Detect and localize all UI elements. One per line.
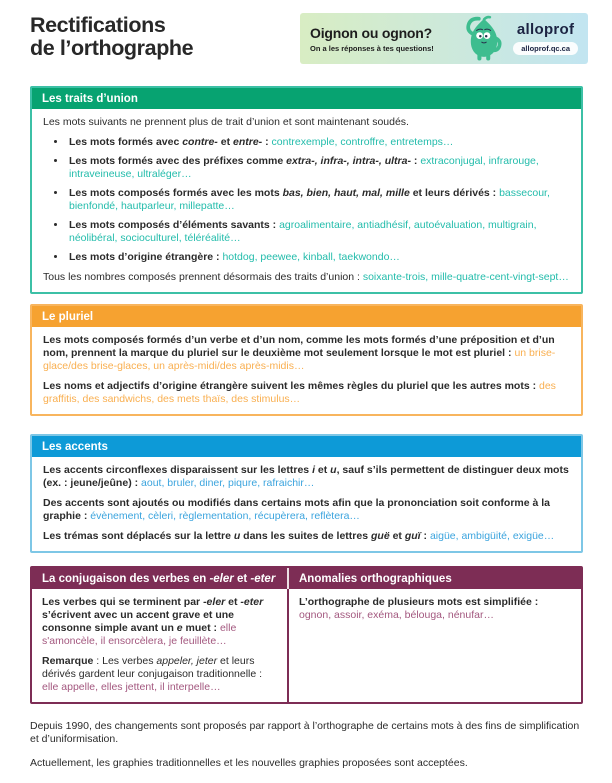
page-title-line1: Rectifications	[30, 13, 166, 37]
rule-text: Les mots composés formés d’un verbe et d’un nom, comme les mots formés d’une préposition et d’un nom, prennent la marque du pluriel sur le deuxième mot seulement lorsque le mot est pluriel :	[43, 334, 555, 359]
rule-paragraph	[43, 497, 570, 523]
example-words: des graffitis, des sandwichs, des mets thaïs, des stimulus…	[43, 380, 556, 405]
footer-notes	[30, 720, 583, 770]
list-item	[67, 187, 570, 213]
example-words: soixante-trois, mille-quatre-cent-vingt-sept…	[362, 271, 569, 283]
section-title: Les traits d’union	[32, 88, 581, 109]
section-hyphens	[30, 86, 583, 294]
rule-text: Les verbes qui se terminent par -eler et -eter s’écrivent avec un accent grave et une consonne simple avant un e muet :	[42, 596, 264, 634]
section-title: Le pluriel	[32, 306, 581, 327]
section-title-text: La conjugaison des verbes en -eler et -eter	[42, 573, 276, 585]
example-words: un brise-glace/des brise-glaces, un après-midi/des après-midis…	[43, 347, 556, 372]
section-title: Anomalies orthographiques	[289, 568, 581, 589]
section-plural	[30, 304, 583, 416]
alloprof-url-pill[interactable]: alloprof.qc.ca	[513, 42, 578, 55]
rule-text: Les mots composés d’éléments savants :	[69, 219, 280, 231]
example-words: contrexemple, controffre, entretemps…	[271, 136, 454, 148]
rule-text: Les noms et adjectifs d’origine étrangère suivent les mêmes règles du pluriel que les autres mots :	[43, 380, 539, 392]
rule-paragraph	[43, 380, 570, 406]
rule-paragraph	[43, 334, 570, 373]
example-words: ognon, assoir, exéma, bélouga, nénufar…	[299, 609, 494, 621]
rule-paragraph	[299, 596, 571, 622]
section-body	[32, 457, 581, 551]
section-conjugation-anomalies	[30, 566, 583, 704]
rule-paragraph	[43, 530, 570, 543]
alloprof-mascot-icon	[462, 15, 506, 62]
page-title	[30, 14, 193, 60]
example-words: elle s'amoncèle, il ensorcèlera, je feuillète…	[42, 622, 237, 647]
page-title-line2: de l’orthographe	[30, 36, 194, 60]
section-accents	[30, 434, 583, 553]
banner-text	[310, 25, 460, 53]
list-item	[67, 251, 570, 264]
rule-text: Les trémas sont déplacés sur la lettre u dans les suites de lettres guë et guï :	[43, 530, 430, 542]
section-title	[32, 568, 289, 589]
footer-paragraph-1: Depuis 1990, des changements sont proposés par rapport à l’orthographe de certains mots à des fins de simplification et d’uniformisation.	[30, 720, 580, 745]
rules-list	[43, 136, 570, 264]
example-words: bassecour, bienfondé, hautparleur, millepatte…	[69, 187, 550, 212]
list-item	[67, 155, 570, 181]
section-body	[32, 327, 581, 414]
rule-text: Des accents sont ajoutés ou modifiés dans certains mots afin que la prononciation soit conforme à la graphie :	[43, 497, 551, 522]
rule-text: Les mots d’origine étrangère :	[69, 251, 223, 263]
example-words: évènement, cèleri, règlementation, récupèrera, reflètera…	[90, 510, 360, 522]
example-words: elle appelle, elles jettent, il interpelle…	[42, 681, 221, 693]
list-item	[67, 136, 570, 149]
rule-text: Tous les nombres composés prennent désormais des traits d’union :	[43, 271, 363, 283]
rule-text: Les accents circonflexes disparaissent sur les lettres i et u, sauf s’ils permettent de distinguer deux mots (ex. : jeune/jeûne) :	[43, 464, 569, 489]
footer-paragraph-2: Actuellement, les graphies traditionnelles et les nouvelles graphies proposées sont acceptées.	[30, 757, 468, 769]
example-words: aigüe, ambigüité, exigüe…	[429, 530, 555, 542]
rule-paragraph	[42, 655, 277, 694]
example-words: hotdog, peewee, kinball, taekwondo…	[222, 251, 400, 263]
anomalies-body	[289, 589, 581, 702]
list-item	[67, 219, 570, 245]
conjugation-body	[32, 589, 289, 702]
rule-text: Remarque : Les verbes appeler, jeter et leurs dérivés gardent leur conjugaison traditionnelle :	[42, 655, 263, 680]
rule-text: Les mots formés avec contre- et entre- :	[69, 136, 272, 148]
alloprof-logo: alloprof	[516, 21, 575, 38]
example-words: agroalimentaire, antiadhésif, autoévaluation, multigrain, néolibéral, socioculturel, téléréalité…	[69, 219, 537, 244]
rule-paragraph	[43, 271, 570, 284]
document-content	[30, 86, 583, 781]
rule-text: L’orthographe de plusieurs mots est simplifiée :	[299, 596, 539, 608]
banner-headline: Oignon ou ognon?	[310, 24, 432, 41]
example-words: aout, bruler, diner, piqure, rafraichir…	[141, 477, 315, 489]
section-body	[32, 109, 581, 292]
banner-subline: On a les réponses à tes questions!	[310, 43, 434, 53]
section-intro: Les mots suivants ne prennent plus de trait d’union et sont maintenant soudés.	[43, 116, 409, 128]
section-title: Les accents	[32, 436, 581, 457]
two-column-grid	[32, 568, 581, 702]
alloprof-brand	[513, 21, 578, 56]
rule-text: Les mots formés avec des préfixes comme extra-, infra-, intra-, ultra- :	[69, 155, 421, 167]
rule-text: Les mots composés formés avec les mots bas, bien, haut, mal, mille et leurs dérivés :	[69, 187, 500, 199]
example-words: extraconjugal, infrarouge, intraveineuse, ultraléger…	[69, 155, 539, 180]
alloprof-promo-banner[interactable]	[300, 13, 588, 64]
rule-paragraph	[43, 464, 570, 490]
rule-paragraph	[42, 596, 277, 648]
